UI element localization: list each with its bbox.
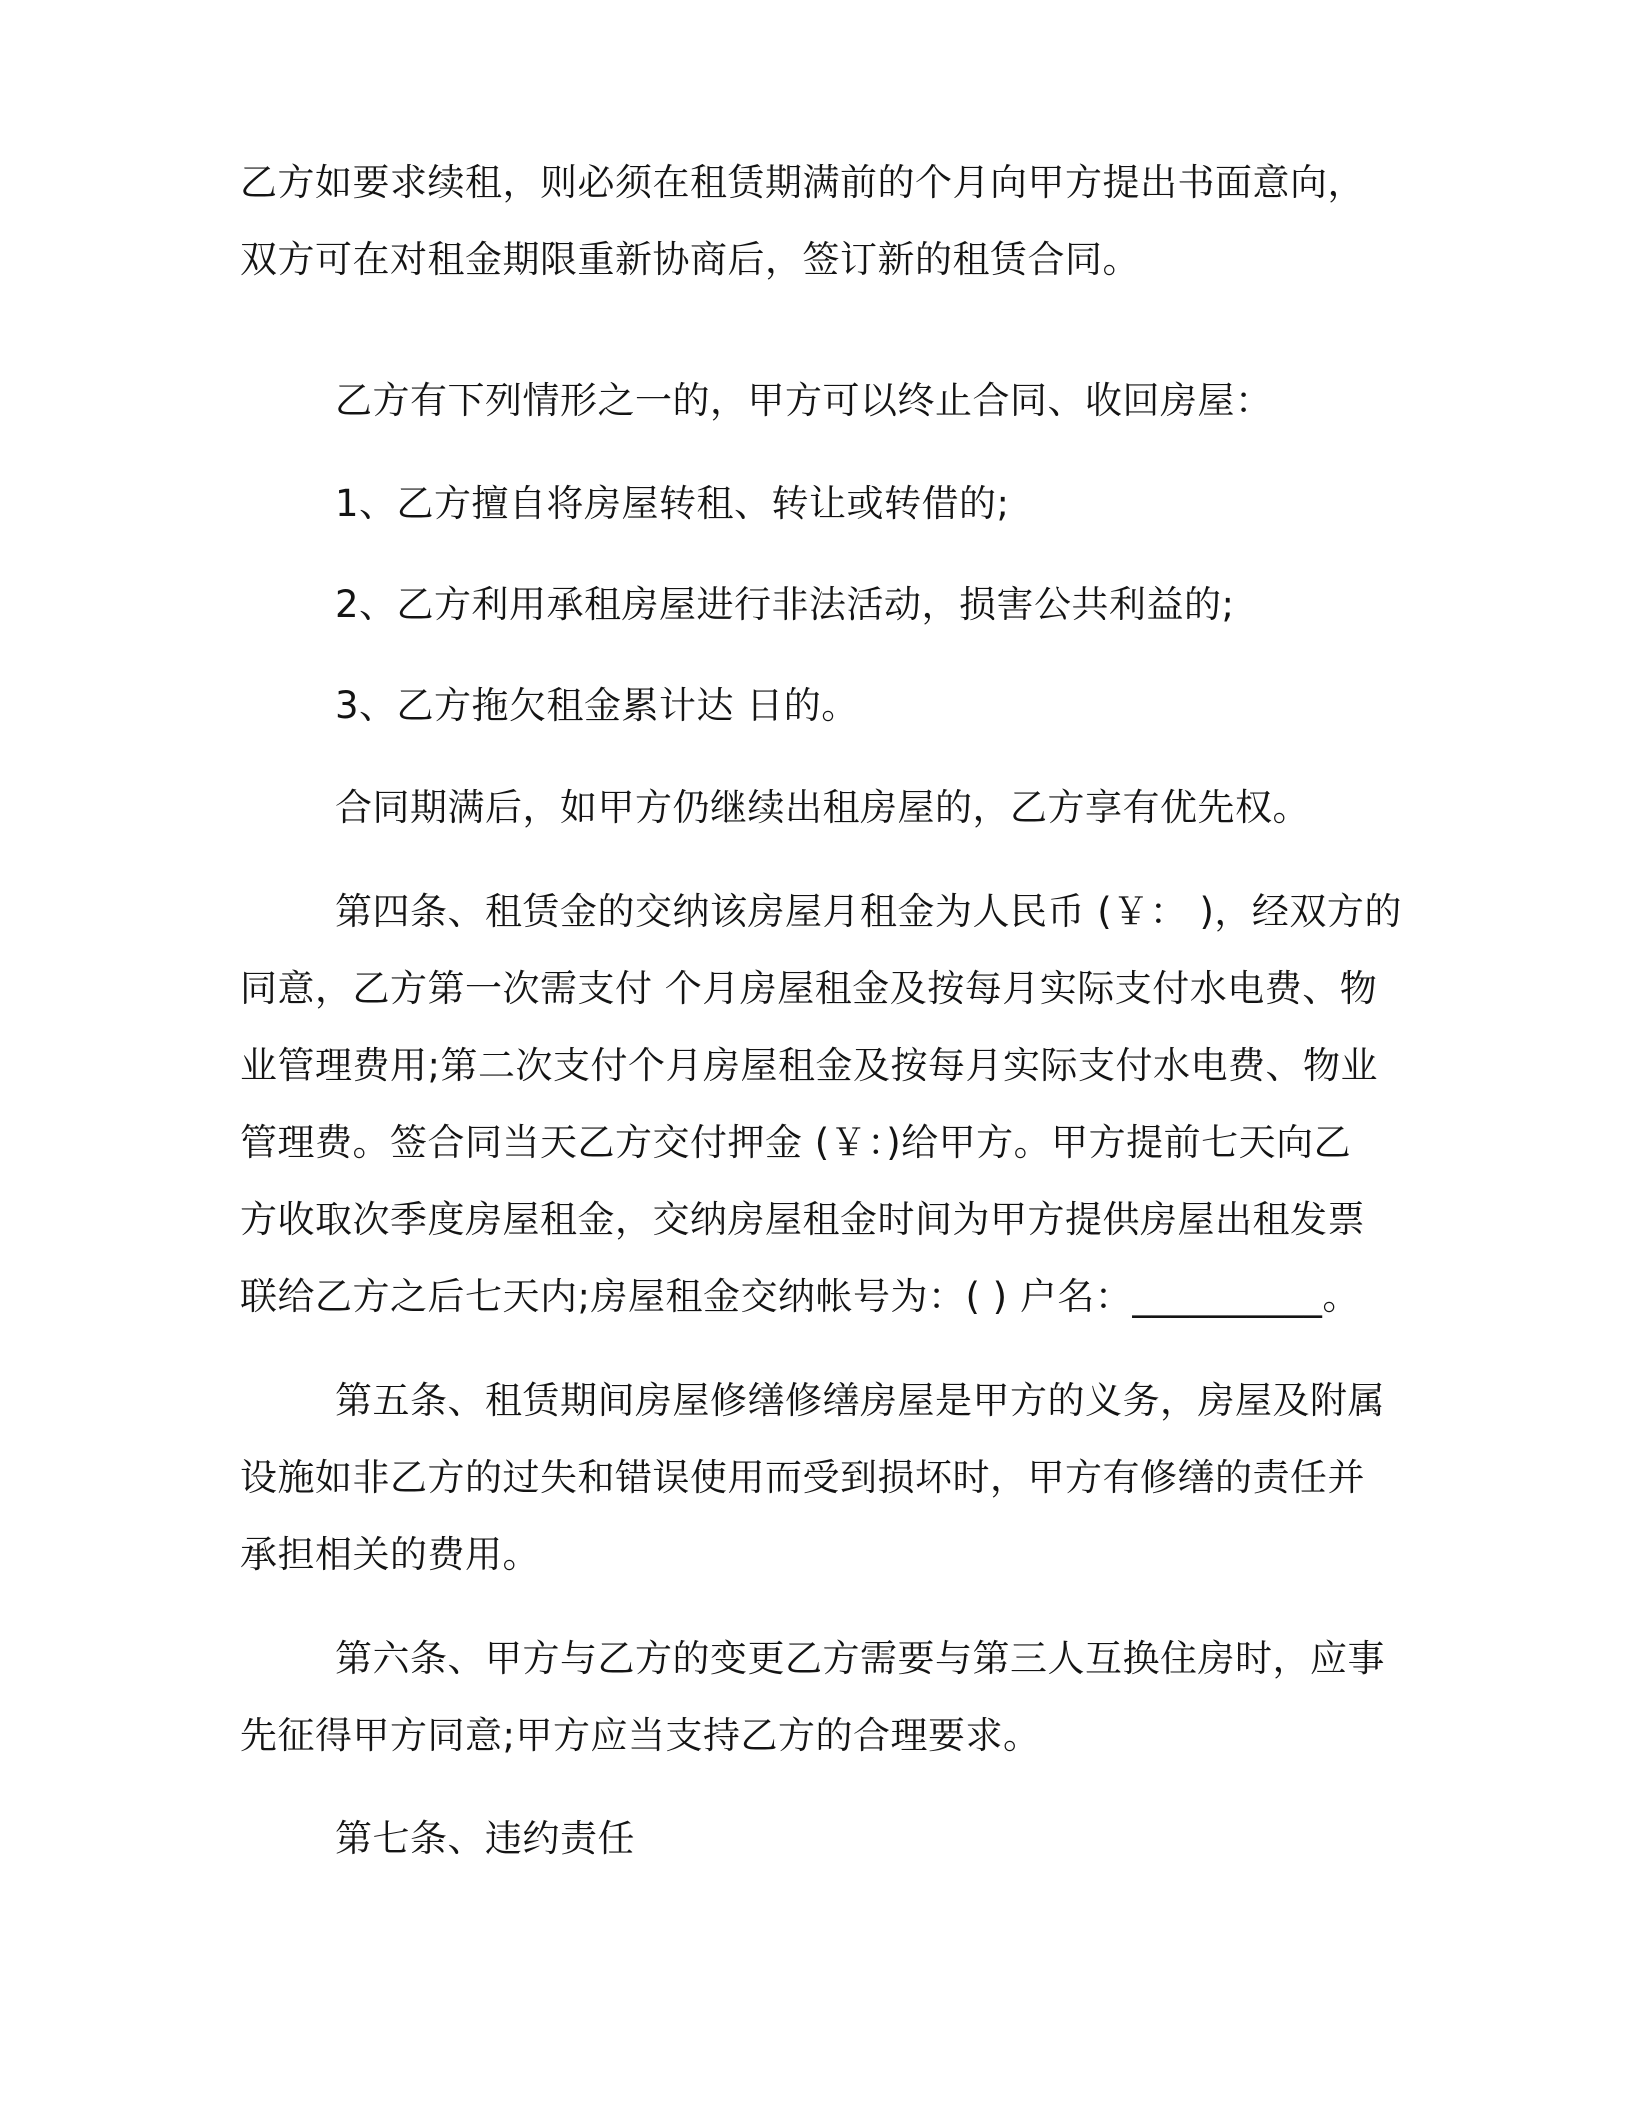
text-line: 同意，乙方第一次需支付 个月房屋租金及按每月实际支付水电费、物 [240,967,1378,1010]
text-line: 管理费。签合同当天乙方交付押金 (￥：)给甲方。甲方提前七天向乙 [240,1121,1352,1164]
text-line: 2、乙方利用承租房屋进行非法活动，损害公共利益的; [335,583,1235,626]
paragraph-article-5 [240,1362,1390,1593]
paragraph-priority-right [240,769,1485,846]
text-line: 合同期满后，如甲方仍继续出租房屋的，乙方享有优先权。 [335,786,1310,829]
text-line: 先征得甲方同意;甲方应当支持乙方的合理要求。 [240,1714,1041,1757]
list-item-termination-3 [240,667,1485,744]
text-line: 双方可在对租金期限重新协商后，签订新的租赁合同。 [240,238,1140,281]
paragraph-termination-intro [240,362,1485,439]
paragraph-renewal [240,144,1390,298]
list-item-termination-1 [240,465,1485,542]
text-line: 乙方有下列情形之一的，甲方可以终止合同、收回房屋： [335,379,1273,422]
text-line: 1、乙方擅自将房屋转租、转让或转借的; [335,482,1010,525]
text-line: 第四条、租赁金的交纳该房屋月租金为人民币 (￥： )，经双方的 [335,890,1402,933]
text-line: 乙方如要求续租，则必须在租赁期满前的个月向甲方提出书面意向， [240,161,1365,204]
text-line: 第七条、违约责任 [335,1817,635,1860]
text-line: 联给乙方之后七天内;房屋租金交纳帐号为：( ) 户名：__________。 [240,1275,1360,1318]
paragraph-article-4 [240,873,1402,1335]
text-line: 业管理费用;第二次支付个月房屋租金及按每月实际支付水电费、物业 [240,1044,1378,1087]
text-line: 设施如非乙方的过失和错误使用而受到损坏时，甲方有修缮的责任并 [240,1456,1365,1499]
text-line: 承担相关的费用。 [240,1533,540,1576]
text-line: 3、乙方拖欠租金累计达 日的。 [335,684,859,727]
text-line: 方收取次季度房屋租金，交纳房屋租金时间为甲方提供房屋出租发票 [240,1198,1365,1241]
heading-article-7 [240,1800,1485,1877]
list-item-termination-2 [240,566,1485,643]
text-line: 第六条、甲方与乙方的变更乙方需要与第三人互换住房时，应事 [335,1637,1385,1680]
paragraph-article-6 [240,1620,1390,1774]
text-line: 第五条、租赁期间房屋修缮修缮房屋是甲方的义务，房屋及附属 [335,1379,1385,1422]
